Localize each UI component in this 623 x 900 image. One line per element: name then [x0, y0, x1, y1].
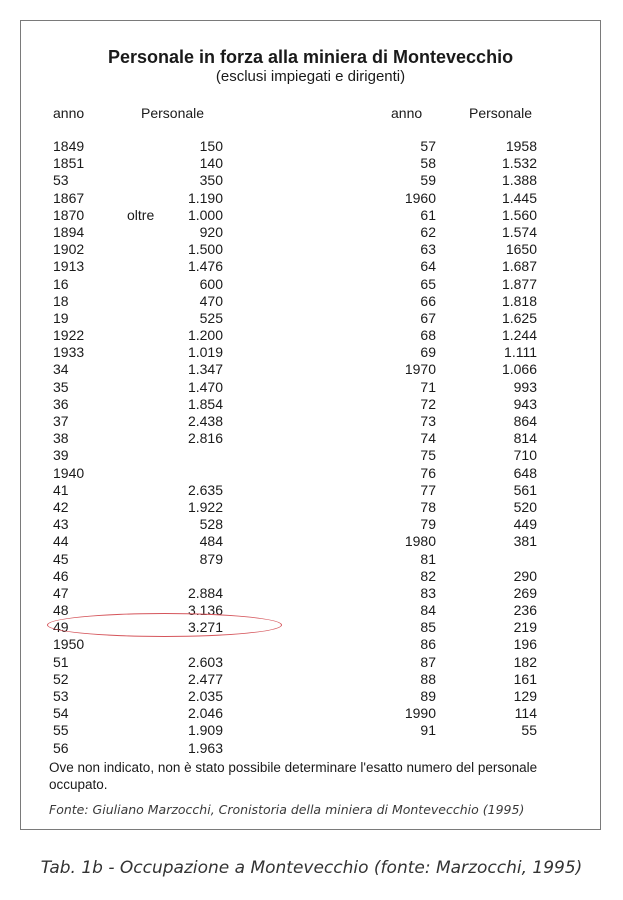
- table-row: [53, 293, 223, 310]
- year-cell: 1970: [404, 361, 436, 378]
- table-row: [391, 207, 537, 224]
- year-cell: 73: [420, 413, 436, 429]
- year-cell: 71: [420, 378, 436, 395]
- staff-cell: 1.560: [501, 206, 537, 223]
- staff-cell: 2.884: [187, 584, 223, 601]
- staff-cell: 1.574: [501, 223, 537, 240]
- year-cell: 1913: [53, 258, 85, 275]
- year-cell: 1960: [404, 189, 436, 206]
- staff-cell: 1.200: [187, 327, 223, 344]
- year-cell: 89: [420, 688, 436, 704]
- table-row: [53, 447, 223, 464]
- year-cell: 1922: [53, 327, 85, 344]
- table-row: [53, 379, 223, 396]
- year-cell: 36: [53, 395, 69, 412]
- table-row: [53, 396, 223, 413]
- table-row: [53, 430, 223, 447]
- table-row: [53, 361, 223, 378]
- highlight-ellipse: [47, 613, 282, 637]
- table-row: [391, 533, 537, 550]
- staff-cell: 600: [199, 275, 223, 292]
- staff-cell: 161: [513, 670, 537, 687]
- year-cell: 83: [420, 584, 436, 601]
- table-row: [391, 138, 537, 155]
- staff-cell: 290: [513, 567, 537, 584]
- left-year-header: anno: [53, 105, 85, 121]
- year-cell: 1870: [53, 206, 85, 223]
- staff-cell: 1650: [505, 241, 537, 258]
- table-row: [53, 310, 223, 327]
- table-row: [53, 327, 223, 344]
- staff-cell: 1.922: [187, 498, 223, 515]
- year-cell: 68: [420, 327, 436, 344]
- staff-cell: 484: [199, 533, 223, 550]
- staff-cell: 561: [513, 481, 537, 498]
- figure-caption: Tab. 1b - Occupazione a Montevecchio (fonte: Marzocchi, 1995): [40, 858, 583, 878]
- table-row: [391, 224, 537, 241]
- year-cell: 53: [53, 172, 69, 189]
- staff-cell: 864: [513, 413, 537, 429]
- staff-cell: 1.818: [501, 292, 537, 309]
- staff-cell: 1.019: [187, 344, 223, 361]
- staff-cell: 150: [199, 138, 223, 154]
- year-cell: 86: [420, 636, 436, 653]
- staff-cell: 196: [513, 636, 537, 653]
- year-cell: 49: [53, 619, 69, 636]
- year-cell: 85: [420, 619, 436, 636]
- year-cell: 84: [420, 602, 436, 619]
- table-row: [391, 430, 537, 447]
- year-cell: 45: [53, 550, 69, 567]
- year-cell: 18: [53, 292, 69, 309]
- year-cell: 37: [53, 413, 69, 429]
- table-row: [391, 327, 537, 344]
- year-cell: 48: [53, 602, 69, 619]
- year-cell: 43: [53, 516, 69, 533]
- table-row: [391, 190, 537, 207]
- table-row: [391, 482, 537, 499]
- staff-cell: 350: [199, 172, 223, 189]
- year-cell: 1851: [53, 155, 85, 172]
- table-row: [53, 413, 223, 430]
- table-row: [53, 224, 223, 241]
- staff-cell: 1.687: [501, 258, 537, 275]
- staff-cell: 1.877: [501, 275, 537, 292]
- staff-cell: 1.111: [504, 344, 537, 361]
- year-cell: 47: [53, 584, 69, 601]
- year-cell: 52: [53, 670, 69, 687]
- staff-cell: 182: [513, 653, 537, 670]
- right-staff-header: Personale: [469, 105, 533, 121]
- staff-cell: 1958: [505, 138, 537, 154]
- table-row: [391, 310, 537, 327]
- footnote: Ove non indicato, non è stato possibile determinare l'esatto numero del personale occupato.: [49, 760, 538, 792]
- year-cell: 87: [420, 653, 436, 670]
- year-cell: 88: [420, 670, 436, 687]
- staff-cell: 2.603: [187, 653, 223, 670]
- table-row: [391, 396, 537, 413]
- year-cell: 38: [53, 430, 69, 447]
- staff-cell: 470: [199, 292, 223, 309]
- right-year-header: anno: [391, 105, 423, 121]
- year-cell: 51: [53, 653, 69, 670]
- staff-cell: 1.909: [187, 722, 223, 739]
- year-cell: 1933: [53, 344, 85, 361]
- staff-cell: 269: [513, 584, 537, 601]
- staff-cell: 1.445: [501, 189, 537, 206]
- table-row: [391, 568, 537, 585]
- year-cell: 58: [420, 155, 436, 172]
- staff-cell: 1.388: [501, 172, 537, 189]
- table-row: [391, 654, 537, 671]
- staff-cell: 993: [513, 378, 537, 395]
- year-cell: 64: [420, 258, 436, 275]
- year-cell: 55: [53, 722, 69, 739]
- staff-cell: 3.136: [187, 602, 223, 619]
- staff-cell: 520: [513, 498, 537, 515]
- table-row: [53, 688, 223, 705]
- staff-cell: 2.035: [187, 688, 223, 704]
- year-cell: 65: [420, 275, 436, 292]
- year-cell: 59: [420, 172, 436, 189]
- staff-cell: 2.635: [187, 481, 223, 498]
- table-row: [53, 551, 223, 568]
- table-row: [53, 276, 223, 293]
- staff-cell: 140: [199, 155, 223, 172]
- table-row: [53, 705, 223, 722]
- table-row: [53, 241, 223, 258]
- table-row: [53, 172, 223, 189]
- year-cell: 44: [53, 533, 69, 550]
- table-row: [391, 172, 537, 189]
- staff-cell: 1.532: [501, 155, 537, 172]
- staff-cell: 943: [513, 395, 537, 412]
- table-row: [391, 688, 537, 705]
- year-cell: 78: [420, 498, 436, 515]
- year-cell: 1990: [404, 705, 436, 722]
- staff-cell: 2.046: [187, 705, 223, 722]
- table-row: [53, 138, 223, 155]
- year-cell: 39: [53, 447, 69, 464]
- year-cell: 54: [53, 705, 69, 722]
- table-row: [391, 619, 537, 636]
- table-row: [391, 499, 537, 516]
- table-row: [391, 585, 537, 602]
- year-cell: 1940: [53, 464, 85, 481]
- table-row: [391, 705, 537, 722]
- staff-cell: 710: [513, 447, 537, 464]
- table-row: [53, 654, 223, 671]
- table-row: [391, 636, 537, 653]
- year-cell: 42: [53, 498, 69, 515]
- year-cell: 57: [420, 138, 436, 154]
- table-row: [53, 465, 223, 482]
- table-row: [391, 413, 537, 430]
- staff-cell: 219: [513, 619, 537, 636]
- year-cell: 72: [420, 395, 436, 412]
- staff-cell: 1.244: [501, 327, 537, 344]
- year-cell: 79: [420, 516, 436, 533]
- table-row: [53, 585, 223, 602]
- year-cell: 74: [420, 430, 436, 447]
- year-cell: 1894: [53, 223, 85, 240]
- table-row: [53, 740, 223, 757]
- table-row: [53, 636, 223, 653]
- year-cell: 91: [420, 722, 436, 739]
- year-cell: 1849: [53, 138, 85, 154]
- table-row: [391, 155, 537, 172]
- table-row: [391, 258, 537, 275]
- year-cell: 63: [420, 241, 436, 258]
- year-cell: 1867: [53, 189, 85, 206]
- table-row: [391, 344, 537, 361]
- staff-cell: 879: [199, 550, 223, 567]
- table-frame: [20, 20, 601, 830]
- staff-cell: 114: [514, 705, 537, 722]
- table-row: [391, 465, 537, 482]
- left-column: [53, 138, 223, 757]
- year-cell: 76: [420, 464, 436, 481]
- staff-cell: 1.854: [187, 395, 223, 412]
- table-row: [391, 276, 537, 293]
- year-cell: 19: [53, 309, 69, 326]
- year-cell: 1980: [404, 533, 436, 550]
- table-row: [391, 361, 537, 378]
- left-staff-header: Personale: [141, 105, 205, 121]
- year-cell: 16: [53, 275, 69, 292]
- staff-cell: 528: [199, 516, 223, 533]
- staff-cell: 55: [521, 722, 537, 739]
- table-row: [53, 568, 223, 585]
- table-row: [53, 344, 223, 361]
- table-subtitle: (esclusi impiegati e dirigenti): [215, 68, 406, 85]
- table-row: [53, 671, 223, 688]
- staff-cell: 381: [513, 533, 537, 550]
- table-row: [53, 516, 223, 533]
- staff-cell: 3.271: [187, 619, 223, 636]
- staff-cell: 1.000: [187, 206, 223, 223]
- year-cell: 61: [420, 206, 436, 223]
- year-cell: 69: [420, 344, 436, 361]
- year-cell: 75: [420, 447, 436, 464]
- table-row: [53, 722, 223, 739]
- staff-cell: 1.500: [187, 241, 223, 258]
- staff-cell: 1.066: [501, 361, 537, 378]
- year-cell: 46: [53, 567, 69, 584]
- year-cell: 77: [420, 481, 436, 498]
- table-row: [391, 293, 537, 310]
- table-row: [53, 499, 223, 516]
- staff-cell: 814: [513, 430, 537, 447]
- table-row: [53, 155, 223, 172]
- table-row: [53, 482, 223, 499]
- year-cell: 35: [53, 378, 69, 395]
- staff-cell: 2.816: [187, 430, 223, 447]
- staff-cell: 525: [199, 309, 223, 326]
- year-cell: 62: [420, 223, 436, 240]
- table-row: [391, 516, 537, 533]
- table-row: [53, 258, 223, 275]
- year-cell: 67: [420, 309, 436, 326]
- year-cell: 66: [420, 292, 436, 309]
- staff-cell: 648: [513, 464, 537, 481]
- table-row: [53, 207, 223, 224]
- table-row: [391, 722, 537, 739]
- staff-cell: 1.190: [187, 189, 223, 206]
- table-row: [391, 379, 537, 396]
- year-cell: 1902: [53, 241, 85, 258]
- staff-cell: 236: [513, 602, 537, 619]
- table-row: [391, 551, 537, 568]
- year-cell: 1950: [53, 636, 85, 653]
- table-row: [391, 602, 537, 619]
- staff-cell: 2.438: [187, 413, 223, 429]
- table-row: [53, 533, 223, 550]
- year-cell: 82: [420, 567, 436, 584]
- year-cell: 81: [420, 550, 436, 567]
- year-cell: 53: [53, 688, 69, 704]
- staff-cell: 1.625: [501, 309, 537, 326]
- staff-cell: 449: [513, 516, 537, 533]
- right-column: [391, 138, 537, 740]
- staff-cell: 1.476: [187, 258, 223, 275]
- staff-cell: 2.477: [187, 670, 223, 687]
- staff-cell: 1.963: [187, 739, 223, 756]
- year-cell: 41: [53, 481, 69, 498]
- value-prefix: oltre: [127, 206, 155, 223]
- table-title: Personale in forza alla miniera di Montevecchio: [107, 47, 514, 67]
- table-row: [391, 447, 537, 464]
- staff-cell: 1.470: [187, 378, 223, 395]
- source-line: Fonte: Giuliano Marzocchi, Cronistoria della miniera di Montevecchio (1995): [49, 802, 525, 817]
- staff-cell: 1.347: [187, 361, 223, 378]
- year-cell: 56: [53, 739, 69, 756]
- staff-cell: 129: [513, 688, 537, 704]
- table-row: [391, 241, 537, 258]
- year-cell: 34: [53, 361, 69, 378]
- table-row: [391, 671, 537, 688]
- staff-cell: 920: [199, 223, 223, 240]
- table-row: [53, 190, 223, 207]
